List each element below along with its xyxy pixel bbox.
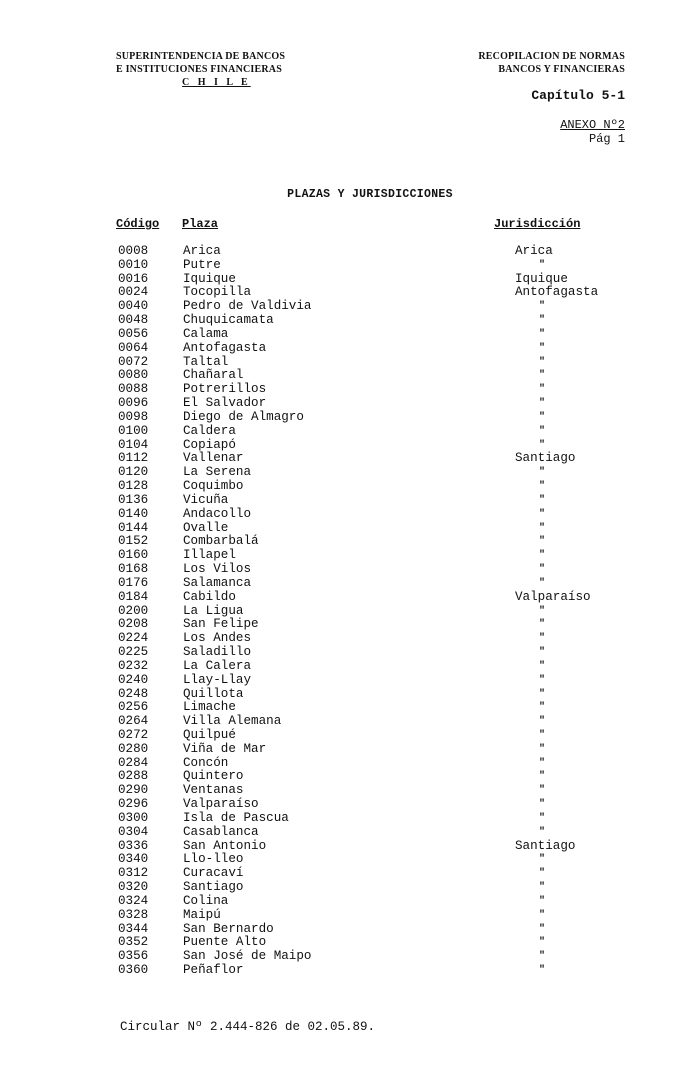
row-plaza: Arica [183,244,221,258]
row-plaza: Potrerillos [183,382,267,397]
table-row [0,494,700,508]
row-jurisdiction: " [539,688,546,700]
row-jurisdiction: " [539,328,546,340]
row-plaza: Concón [183,755,229,770]
row-code: 0340 [118,852,149,867]
row-code: 0016 [118,271,149,286]
row-code: 0280 [118,741,149,756]
row-plaza: Llay-Llay [183,672,252,687]
annex-label: ANEXO Nº2 [560,118,625,132]
row-code: 0272 [118,727,149,742]
row-plaza: La Ligua [183,603,244,618]
row-code: 0225 [118,645,149,660]
row-plaza: San Felipe [183,617,259,632]
header-country: C H I L E [182,77,251,88]
row-jurisdiction: " [539,951,546,963]
row-plaza: Casablanca [183,824,259,839]
row-jurisdiction: " [539,647,546,659]
row-code: 0336 [118,838,149,853]
row-jurisdiction: Valparaíso [515,589,591,604]
row-plaza: Taltal [183,354,229,369]
row-code: 0128 [118,479,149,494]
row-plaza: Andacollo [183,506,252,521]
row-jurisdiction: " [539,937,546,949]
row-plaza: San José de Maipo [183,949,312,964]
row-jurisdiction: " [539,370,546,382]
header-compilation-line1: RECOPILACION DE NORMAS [478,51,625,62]
row-plaza: Chañaral [183,368,244,383]
table-row [0,286,700,300]
table-row [0,342,700,356]
row-code: 0144 [118,520,149,535]
row-code: 0104 [118,437,149,452]
column-header-jurisdiction: Jurisdicción [494,217,581,231]
table-row [0,770,700,784]
row-plaza: Ovalle [183,520,229,535]
table-row [0,508,700,522]
row-jurisdiction: " [539,564,546,576]
row-code: 0232 [118,658,149,673]
row-code: 0168 [118,562,149,577]
header-compilation [478,50,625,76]
row-jurisdiction: " [539,799,546,811]
table-row [0,646,700,660]
row-plaza: Saladillo [183,645,252,660]
table-row [0,964,700,978]
row-jurisdiction: " [539,923,546,935]
table-row [0,273,700,287]
row-plaza: Isla de Pascua [183,810,289,825]
row-code: 0240 [118,672,149,687]
row-plaza: La Serena [183,465,252,480]
column-header-plaza: Plaza [182,217,219,231]
table-row [0,881,700,895]
row-jurisdiction: " [539,785,546,797]
row-code: 0072 [118,354,149,369]
row-jurisdiction: " [539,508,546,520]
table-row [0,466,700,480]
row-jurisdiction: " [539,398,546,410]
row-jurisdiction: " [539,826,546,838]
row-code: 0064 [118,340,149,355]
row-plaza: Peñaflor [183,963,244,978]
row-code: 0010 [118,257,149,272]
annex-block [560,118,625,146]
row-plaza: La Calera [183,658,252,673]
page-number: Pág 1 [588,132,625,146]
header-institution-line2: E INSTITUCIONES FINANCIERAS [116,64,282,75]
row-jurisdiction: " [539,812,546,824]
table-row [0,632,700,646]
table-row [0,425,700,439]
row-jurisdiction: " [539,729,546,741]
row-code: 0208 [118,617,149,632]
table-row [0,757,700,771]
table-row [0,383,700,397]
row-jurisdiction: " [539,854,546,866]
table-row [0,535,700,549]
row-jurisdiction: " [539,577,546,589]
row-plaza: Diego de Almagro [183,409,304,424]
row-code: 0040 [118,299,149,314]
row-plaza: Copiapó [183,437,236,452]
table-row [0,743,700,757]
row-jurisdiction: " [539,411,546,423]
row-plaza: Maipú [183,907,221,922]
row-code: 0056 [118,326,149,341]
row-code: 0008 [118,244,149,258]
row-jurisdiction: " [539,467,546,479]
row-jurisdiction: " [539,425,546,437]
table-row [0,245,700,259]
table-row [0,452,700,466]
row-plaza: Colina [183,893,229,908]
row-jurisdiction: " [539,342,546,354]
row-code: 0288 [118,769,149,784]
row-plaza: Viña de Mar [183,741,267,756]
row-jurisdiction: " [539,633,546,645]
row-code: 0080 [118,368,149,383]
table-row [0,674,700,688]
table-row [0,660,700,674]
row-jurisdiction: " [539,384,546,396]
row-code: 0096 [118,396,149,411]
row-plaza: Antofagasta [183,340,267,355]
row-jurisdiction: " [539,481,546,493]
table-row [0,715,700,729]
table-row [0,605,700,619]
table-row [0,369,700,383]
table-row [0,563,700,577]
row-plaza: Pedro de Valdivia [183,299,312,314]
row-jurisdiction: " [539,895,546,907]
row-code: 0024 [118,285,149,300]
row-jurisdiction: Antofagasta [515,285,599,300]
table-row [0,522,700,536]
row-code: 0352 [118,935,149,950]
row-jurisdiction: " [539,716,546,728]
row-jurisdiction: Santiago [515,838,576,853]
table-row [0,936,700,950]
row-plaza: Vallenar [183,451,244,466]
row-code: 0200 [118,603,149,618]
table-row [0,784,700,798]
row-code: 0312 [118,866,149,881]
row-jurisdiction: " [539,757,546,769]
row-code: 0304 [118,824,149,839]
row-plaza: Vicuña [183,492,229,507]
row-plaza: Cabildo [183,589,236,604]
row-plaza: Combarbalá [183,534,259,549]
chapter-label: Capítulo 5-1 [531,88,625,103]
row-plaza: Puente Alto [183,935,267,950]
row-code: 0248 [118,686,149,701]
row-code: 0120 [118,465,149,480]
row-code: 0264 [118,714,149,729]
row-code: 0290 [118,783,149,798]
row-jurisdiction: " [539,605,546,617]
row-code: 0112 [118,451,149,466]
table-row [0,577,700,591]
row-jurisdiction: " [539,702,546,714]
row-jurisdiction: " [539,315,546,327]
plaza-table [0,245,700,978]
row-code: 0184 [118,589,149,604]
row-code: 0356 [118,949,149,964]
row-plaza: Iquique [183,271,236,286]
table-row [0,729,700,743]
table-row [0,356,700,370]
table-row [0,923,700,937]
row-code: 0320 [118,880,149,895]
row-jurisdiction: " [539,259,546,271]
row-jurisdiction: Arica [515,244,553,258]
row-plaza: Tocopilla [183,285,252,300]
row-plaza: San Bernardo [183,921,274,936]
row-plaza: Valparaíso [183,797,259,812]
table-row [0,397,700,411]
table-row [0,549,700,563]
table-row [0,798,700,812]
row-plaza: Chuquicamata [183,313,274,328]
row-jurisdiction: Santiago [515,451,576,466]
row-plaza: Putre [183,257,221,272]
table-row [0,314,700,328]
column-header-code: Código [116,217,160,231]
row-plaza: Llo-lleo [183,852,244,867]
footer-circular: Circular Nº 2.444-826 de 02.05.89. [120,1020,376,1034]
table-row [0,480,700,494]
row-jurisdiction: " [539,619,546,631]
header-institution-line1: SUPERINTENDENCIA DE BANCOS [116,51,286,62]
row-jurisdiction: " [539,522,546,534]
row-code: 0100 [118,423,149,438]
row-code: 0344 [118,921,149,936]
table-row [0,701,700,715]
table-row [0,867,700,881]
row-jurisdiction: " [539,771,546,783]
table-row [0,895,700,909]
row-jurisdiction: " [539,660,546,672]
row-jurisdiction: " [539,674,546,686]
row-code: 0136 [118,492,149,507]
row-plaza: Ventanas [183,783,244,798]
row-plaza: Santiago [183,880,244,895]
row-code: 0256 [118,700,149,715]
row-plaza: El Salvador [183,396,267,411]
row-plaza: Quilpué [183,727,236,742]
row-plaza: San Antonio [183,838,267,853]
table-row [0,591,700,605]
header-institution [116,50,285,89]
row-code: 0048 [118,313,149,328]
row-plaza: Villa Alemana [183,714,282,729]
table-row [0,618,700,632]
row-code: 0176 [118,575,149,590]
row-jurisdiction: " [539,356,546,368]
row-code: 0296 [118,797,149,812]
row-plaza: Limache [183,700,236,715]
row-jurisdiction: " [539,909,546,921]
table-row [0,826,700,840]
table-row [0,812,700,826]
table-row [0,840,700,854]
row-plaza: Quillota [183,686,244,701]
row-code: 0284 [118,755,149,770]
row-jurisdiction: " [539,536,546,548]
row-jurisdiction: " [539,882,546,894]
row-plaza: Los Vilos [183,562,252,577]
row-code: 0140 [118,506,149,521]
row-plaza: Calama [183,326,229,341]
table-row [0,853,700,867]
table-row [0,439,700,453]
row-code: 0360 [118,963,149,978]
row-code: 0152 [118,534,149,549]
row-jurisdiction: " [539,439,546,451]
row-plaza: Illapel [183,548,236,563]
row-code: 0160 [118,548,149,563]
row-jurisdiction: " [539,494,546,506]
row-code: 0300 [118,810,149,825]
table-row [0,909,700,923]
row-code: 0098 [118,409,149,424]
row-code: 0324 [118,893,149,908]
table-row [0,328,700,342]
table-row [0,950,700,964]
row-jurisdiction: " [539,965,546,977]
row-code: 0088 [118,382,149,397]
row-jurisdiction: " [539,743,546,755]
table-row [0,411,700,425]
row-code: 0328 [118,907,149,922]
row-plaza: Curacaví [183,866,244,881]
row-code: 0224 [118,631,149,646]
table-row [0,688,700,702]
table-row [0,259,700,273]
header-compilation-line2: BANCOS Y FINANCIERAS [498,64,625,75]
row-plaza: Caldera [183,423,236,438]
row-jurisdiction: " [539,868,546,880]
row-jurisdiction: Iquique [515,271,568,286]
row-jurisdiction: " [539,550,546,562]
table-row [0,300,700,314]
row-jurisdiction: " [539,301,546,313]
row-plaza: Salamanca [183,575,252,590]
document-title: PLAZAS Y JURISDICCIONES [287,188,453,201]
row-plaza: Quintero [183,769,244,784]
row-plaza: Coquimbo [183,479,244,494]
row-plaza: Los Andes [183,631,252,646]
